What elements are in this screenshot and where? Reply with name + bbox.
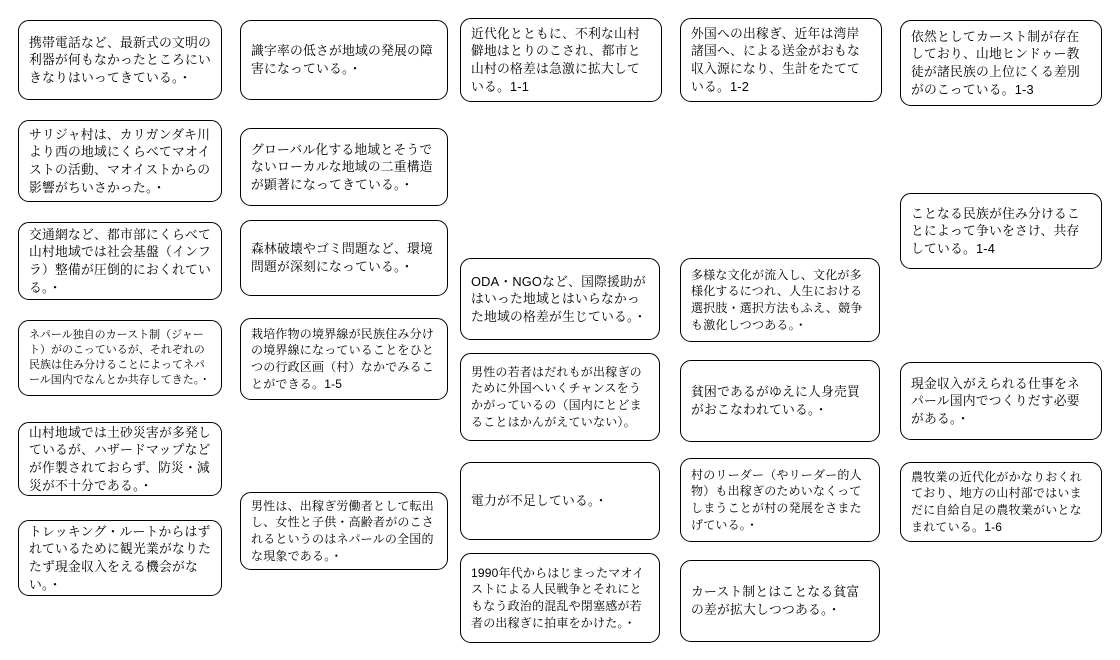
note-cultural-diversification: 多様な文化が流入し、文化が多様化するにつれ、人生における選択肢・選択方法もふえ、競争も激化しつつある。・ [680,258,880,342]
note-male-migrant-workers: 男性は、出稼ぎ労働者として転出し、女性と子供・高齢者がのこされるというのはネパールの全国的な現象である。・ [240,492,448,570]
note-agriculture-modernization-1-6: 農牧業の近代化がかなりおくれており、地方の山村部ではいまだに自給自足の農牧業がいとなまれている。1-6 [900,462,1102,542]
note-sarija-maoist-influence: サリジャ村は、カリガンダキ川より西の地域にくらべてマオイストの活動、マオイストからの影響がちいさかった。・ [18,120,222,202]
note-caste-coexistence: ネパール独自のカースト制（ジャート）がのこっているが、それぞれの民族は住み分けることによってネパール国内でなんとか共存してきた。・ [18,320,222,396]
note-village-leader-absence: 村のリーダー（やリーダー的人物）も出稼ぎのためいなくってしまうことが村の発展をさまたげている。・ [680,458,880,542]
note-environment-problems: 森林破壊やゴミ問題など、環境問題が深刻になっている。・ [240,220,448,296]
note-trekking-route-tourism: トレッキング・ルートからはずれているために観光業がなりたたず現金収入をえる機会がない。・ [18,520,222,596]
note-human-trafficking: 貧困であるがゆえに人身売買がおこなわれている。・ [680,360,880,442]
note-caste-discrimination-1-3: 依然としてカースト制が存在しており、山地ヒンドゥー教徒が諸民族の上位にくる差別がのこっている。1-3 [900,20,1102,106]
note-electricity-shortage: 電力が不足している。・ [460,462,660,540]
note-infrastructure-lag: 交通網など、都市部にくらべて山村地域では社会基盤（インフラ）整備が圧倒的におくれている。・ [18,222,222,300]
note-young-men-abroad: 男性の若者はだれもが出稼ぎのために外国へいくチャンスをうかがっているの（国内にとどまることはかんがえていない）。 [460,353,660,441]
note-gulf-remittance-1-2: 外国への出稼ぎ、近年は湾岸諸国へ、による送金がおもな収入源になり、生計をたてている。1-2 [680,18,882,102]
note-domestic-cash-jobs: 現金収入がえられる仕事をネパール国内でつくりだす必要がある。・ [900,362,1102,440]
note-maoist-war-migration: 1990年代からはじまったマオイストによる人民戦争とそれにともなう政治的混乱や閉塞感が若者の出稼ぎに拍車をかけた。・ [460,553,660,643]
note-oda-ngo-aid-gap: ODA・NGOなど、国際援助がはいった地域とはいらなかった地域の格差が生じている。・ [460,258,660,340]
note-ethnic-segregation-1-4: ことなる民族が住み分けることによって争いをさけ、共存している。1-4 [900,193,1102,269]
note-crop-boundary-ethnic: 栽培作物の境界線が民族住み分けの境界線になっていることをひとつの行政区画（村）なかでみることができる。1-5 [240,318,448,400]
note-global-local-dual-structure: グローバル化する地域とそうでないローカルな地域の二重構造が顕著になってきている。・ [240,128,448,206]
note-landslide-hazard: 山村地域では土砂災害が多発しているが、ハザードマップなどが作製されておらず、防災・減災が不十分である。・ [18,422,222,496]
note-wealth-gap-non-caste: カースト制とはことなる貧富の差が拡大しつつある。・ [680,560,880,642]
note-mobile-phone-arrival: 携帯電話など、最新式の文明の利器が何もなかったところにいきなりはいってきている。・ [18,20,222,100]
note-urban-rural-gap-1-1: 近代化とともに、不利な山村僻地はとりのこされ、都市と山村の格差は急激に拡大している。1-1 [460,18,662,102]
note-literacy-barrier: 識字率の低さが地域の発展の障害になっている。・ [240,20,448,100]
